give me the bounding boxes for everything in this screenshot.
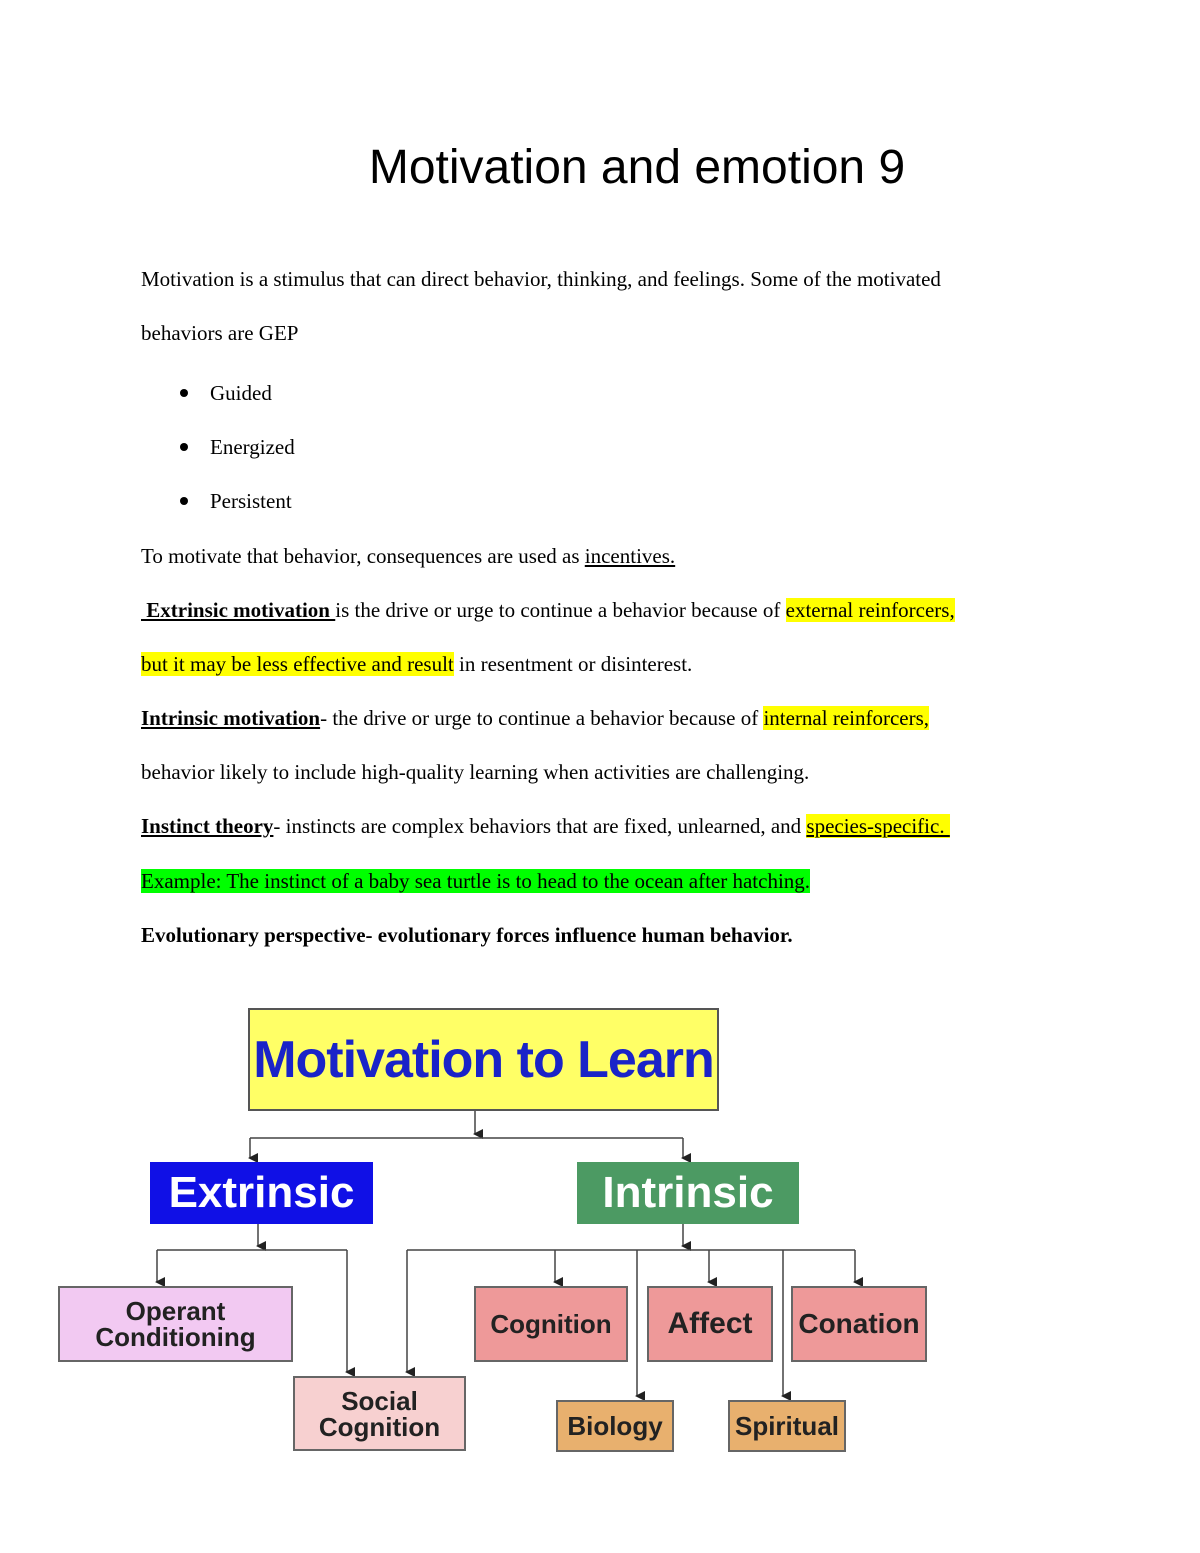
extrinsic-term: Extrinsic motivation [141, 598, 336, 622]
social-label-line-2: Cognition [318, 1411, 441, 1442]
incentives-text: To motivate that behavior, consequences are used as [141, 544, 585, 568]
extrinsic-highlight: but it may be less effective and result [141, 652, 454, 676]
instinct-text: - instincts are complex behaviors that are fixed, unlearned, and [273, 814, 807, 838]
social-cognition-box [293, 1376, 466, 1451]
intrinsic-paragraph-line-2: behavior likely to include high-quality learning when activities are challenging. [141, 760, 810, 784]
bullet-text: Persistent [210, 489, 292, 513]
bullet-text: Guided [210, 381, 272, 405]
operant-label-line-1: Operant [125, 1296, 226, 1326]
cognition-box: Cognition [474, 1286, 628, 1362]
intro-line-2: behaviors are GEP [141, 321, 299, 345]
instinct-term: Instinct theory [141, 814, 274, 838]
extrinsic-box: Extrinsic [150, 1162, 373, 1224]
incentives-term: incentives. [584, 544, 676, 568]
intro-line-1: Motivation is a stimulus that can direct behavior, thinking, and feelings. Some of the motivated [141, 267, 941, 291]
intrinsic-term: Intrinsic motivation [141, 706, 321, 730]
page-title: Motivation and emotion 9 [368, 141, 906, 194]
bullet-text: Energized [210, 435, 295, 459]
extrinsic-text: in resentment or disinterest. [453, 652, 693, 676]
spiritual-box: Spiritual [728, 1400, 846, 1452]
extrinsic-highlight: external reinforcers, [785, 598, 955, 622]
extrinsic-text: is the drive or urge to continue a behavior because of [335, 598, 786, 622]
operant-label-line-2: Conditioning [95, 1322, 256, 1352]
evolutionary-paragraph: Evolutionary perspective- evolutionary forces influence human behavior. [141, 923, 793, 947]
biology-box: Biology [556, 1400, 674, 1452]
social-label-line-1: Social [341, 1385, 418, 1416]
operant-conditioning-box [58, 1286, 293, 1362]
intrinsic-text: - the drive or urge to continue a behavior because of [320, 706, 764, 730]
affect-box: Affect [647, 1286, 773, 1362]
intrinsic-box: Intrinsic [577, 1162, 799, 1224]
intrinsic-highlight: internal reinforcers, [763, 706, 930, 730]
conation-box: Conation [791, 1286, 927, 1362]
example-highlight: Example: The instinct of a baby sea turtle is to head to the ocean after hatching. [141, 869, 811, 893]
instinct-highlight: species-specific. [806, 814, 950, 838]
motivation-to-learn-box: Motivation to Learn [248, 1008, 719, 1111]
